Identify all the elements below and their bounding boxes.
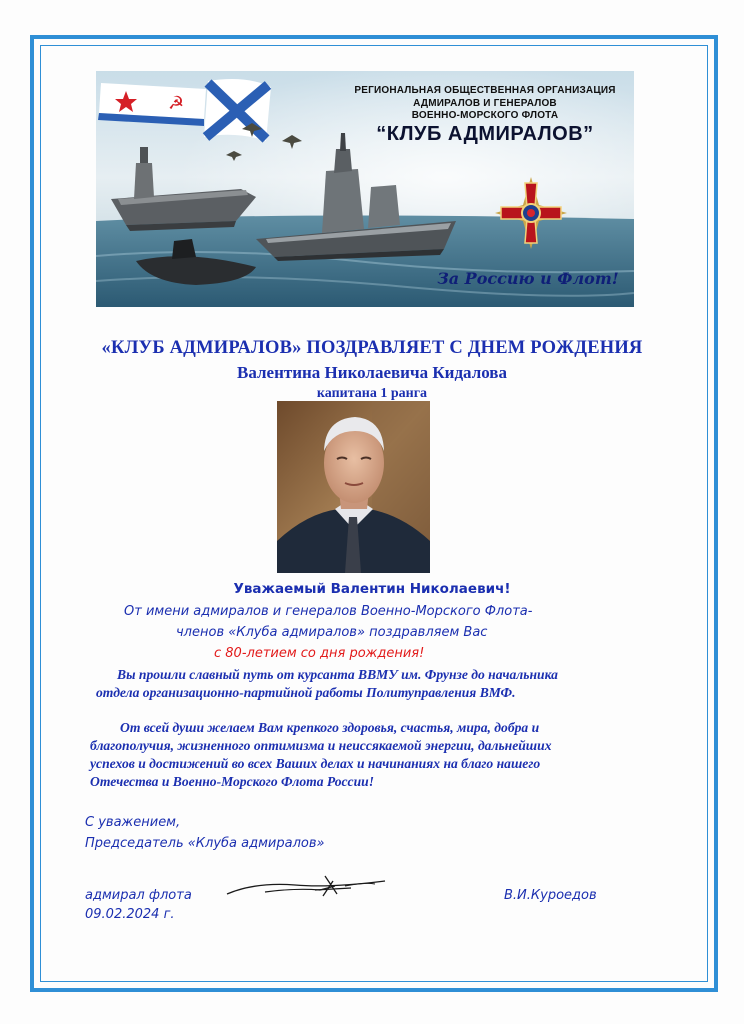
- letter-date: 09.02.2024 г.: [85, 907, 175, 922]
- regards-line: С уважением,: [85, 815, 181, 830]
- banner: [96, 71, 634, 307]
- st-andrew-flag-icon: [204, 79, 271, 141]
- motto: За Россию и Флот!: [437, 269, 619, 288]
- paragraph2-line: благополучия, жизненного оптимизма и неиссякаемой энергии, дальнейших: [90, 738, 552, 753]
- portrait-photo: [277, 401, 430, 573]
- greeting: Уважаемый Валентин Николаевич!: [233, 581, 511, 597]
- organization-title: [346, 85, 624, 123]
- paragraph1-line: отдела организационно-партийной работы Политуправления ВМФ.: [96, 685, 516, 700]
- paragraph1-line: Вы прошли славный путь от курсанта ВВМУ им. Фрунзе до начальника: [117, 667, 558, 682]
- intro-line: От имени адмиралов и генералов Военно-Морского Флота-: [124, 604, 533, 619]
- paragraph2-line: Отечества и Военно-Морского Флота России!: [90, 774, 374, 789]
- paragraph2-line: успехов и достижений во всех Ваших делах и начинаниях на благо нашего: [90, 756, 541, 771]
- naval-flag-icon: [98, 83, 206, 126]
- club-name: “КЛУБ АДМИРАЛОВ”: [376, 123, 594, 145]
- org-title-line: ВОЕННО-МОРСКОГО ФЛОТА: [411, 110, 559, 121]
- main-heading: «КЛУБ АДМИРАЛОВ» ПОЗДРАВЛЯЕТ С ДНЕМ РОЖДЕНИЯ: [101, 338, 643, 358]
- signer-position: Председатель «Клуба адмиралов»: [85, 836, 325, 851]
- handwritten-signature-icon: [225, 872, 390, 902]
- paragraph2-line: От всей души желаем Вам крепкого здоровья, счастья, мира, добра и: [120, 720, 540, 735]
- recipient-name: Валентина Николаевича Кидалова: [237, 363, 507, 382]
- recipient-rank: капитана 1 ранга: [316, 386, 428, 401]
- anniversary-line: с 80-летием со дня рождения!: [214, 646, 425, 661]
- signer-rank: адмирал флота: [85, 888, 192, 903]
- org-title-line: РЕГИОНАЛЬНАЯ ОБЩЕСТВЕННАЯ ОРГАНИЗАЦИЯ: [354, 85, 616, 96]
- org-title-line: АДМИРАЛОВ И ГЕНЕРАЛОВ: [413, 97, 557, 109]
- intro-line: членов «Клуба адмиралов» поздравляем Вас: [176, 625, 488, 640]
- portrait-icon: [277, 401, 430, 573]
- signer-name: В.И.Куроедов: [504, 888, 597, 903]
- svg-text:☭: ☭: [168, 93, 185, 114]
